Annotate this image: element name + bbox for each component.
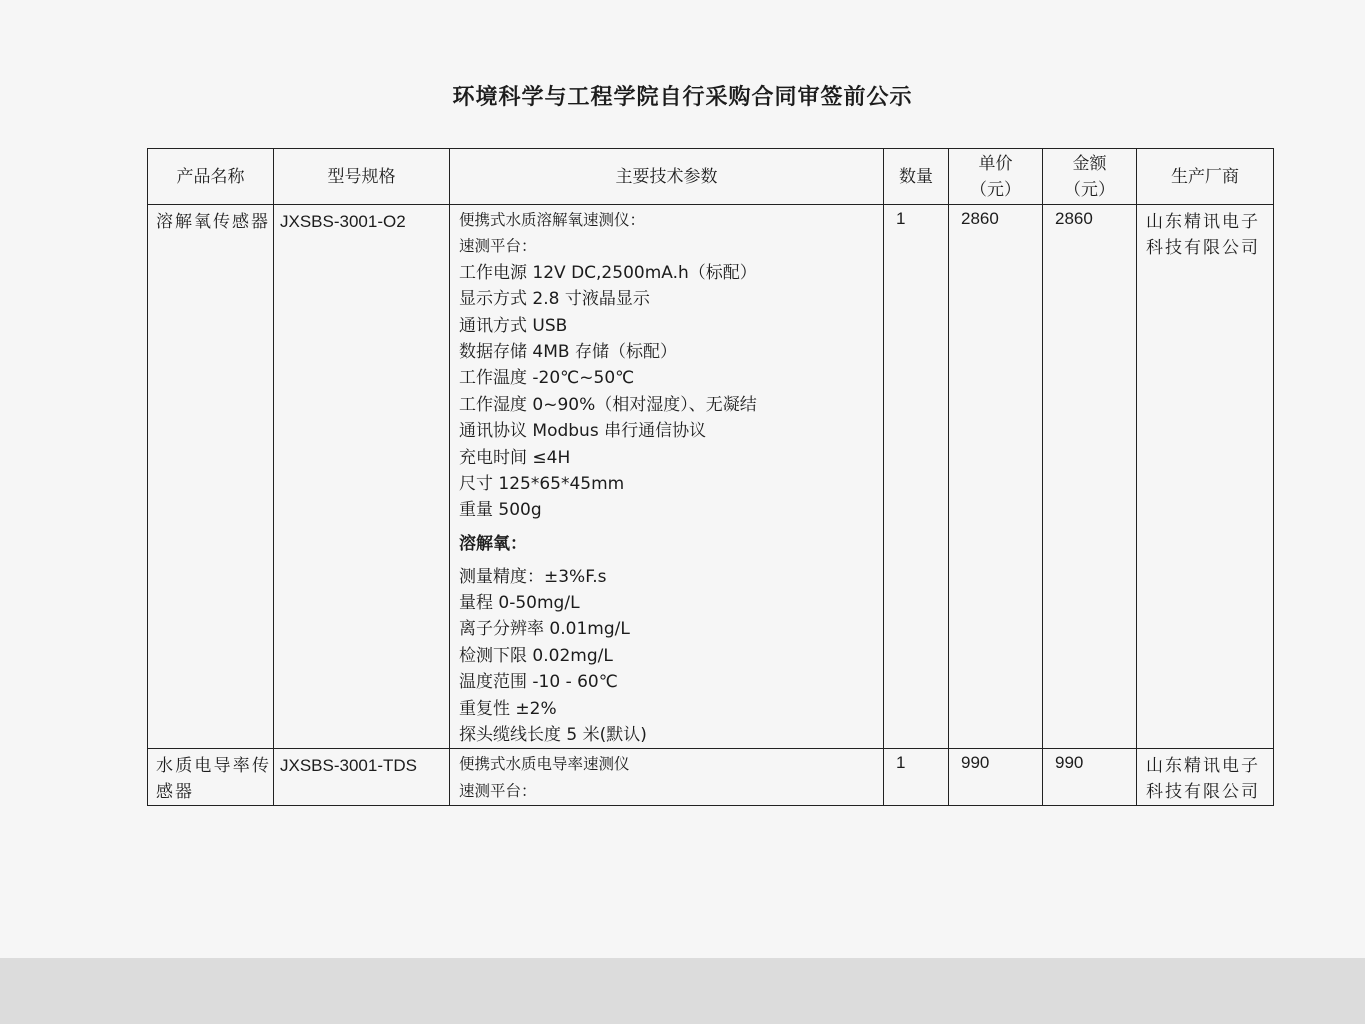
amount-cell: 990 (1043, 749, 1137, 806)
param-line: 检测下限 0.02mg/L (459, 645, 613, 666)
product-name-cell: 溶解氧传感器 (148, 205, 274, 749)
param-line: 量程 0-50mg/L (459, 593, 580, 614)
procurement-table (147, 148, 1274, 806)
params-intro-line: 速测平台： (459, 781, 537, 800)
header-model: 型号规格 (274, 149, 450, 205)
param-line: 充电时间 ≤4H (459, 447, 571, 468)
header-row (148, 149, 1274, 205)
params-cell (450, 205, 884, 749)
product-name-cell: 水质电导率传感器 (148, 749, 274, 806)
unit-price-cell: 990 (949, 749, 1043, 806)
params-intro-line: 便携式水质电导率速测仪 (459, 755, 630, 774)
manufacturer-cell: 山东精讯电子科技有限公司 (1137, 749, 1274, 806)
manufacturer-cell: 山东精讯电子科技有限公司 (1137, 205, 1274, 749)
header-product-name: 产品名称 (148, 149, 274, 205)
header-manufacturer: 生产厂商 (1137, 149, 1274, 205)
header-amount-unit: （元） (1064, 179, 1115, 200)
header-unit-price-unit: （元） (970, 179, 1021, 200)
model-cell: JXSBS-3001-O2 (274, 205, 450, 749)
table-row (148, 205, 1274, 749)
unit-price-cell: 2860 (949, 205, 1043, 749)
params-intro-line: 便携式水质溶解氧速测仪： (459, 211, 646, 229)
table-row (148, 749, 1274, 806)
param-line: 离子分辨率 0.01mg/L (459, 619, 630, 640)
param-line: 通讯方式 USB (459, 315, 568, 336)
params-intro-line: 速测平台： (459, 237, 537, 256)
header-params: 主要技术参数 (450, 149, 884, 205)
param-line: 重量 500g (459, 500, 542, 521)
model-cell: JXSBS-3001-TDS (274, 749, 450, 806)
param-line: 尺寸 125*65*45mm (459, 473, 625, 494)
header-qty: 数量 (884, 149, 949, 205)
qty-cell: 1 (884, 749, 949, 806)
qty-cell: 1 (884, 205, 949, 749)
param-line: 测量精度：±3%F.s (459, 566, 607, 587)
param-line: 通讯协议 Modbus 串行通信协议 (459, 421, 707, 442)
param-line: 工作电源 12V DC,2500mA.h（标配） (459, 262, 757, 283)
header-amount-label: 金额 (1072, 153, 1107, 174)
param-line: 温度范围 -10 - 60℃ (459, 672, 618, 693)
param-line: 显示方式 2.8 寸液晶显示 (459, 289, 650, 310)
param-line: 探头缆线长度 5 米(默认) (459, 725, 647, 746)
document-title: 环境科学与工程学院自行采购合同审签前公示 (452, 85, 913, 110)
amount-cell: 2860 (1043, 205, 1137, 749)
param-line: 重复性 ±2% (459, 698, 557, 719)
param-line: 工作湿度 0~90%（相对湿度）、无凝结 (459, 394, 757, 415)
params-section-heading: 溶解氧： (459, 533, 527, 554)
header-unit-price (949, 149, 1043, 205)
param-line: 数据存储 4MB 存储（标配） (459, 341, 677, 362)
param-line: 工作温度 -20℃~50℃ (459, 368, 635, 389)
header-amount (1043, 149, 1137, 205)
header-unit-price-label: 单价 (978, 153, 1013, 174)
params-cell (450, 749, 884, 806)
